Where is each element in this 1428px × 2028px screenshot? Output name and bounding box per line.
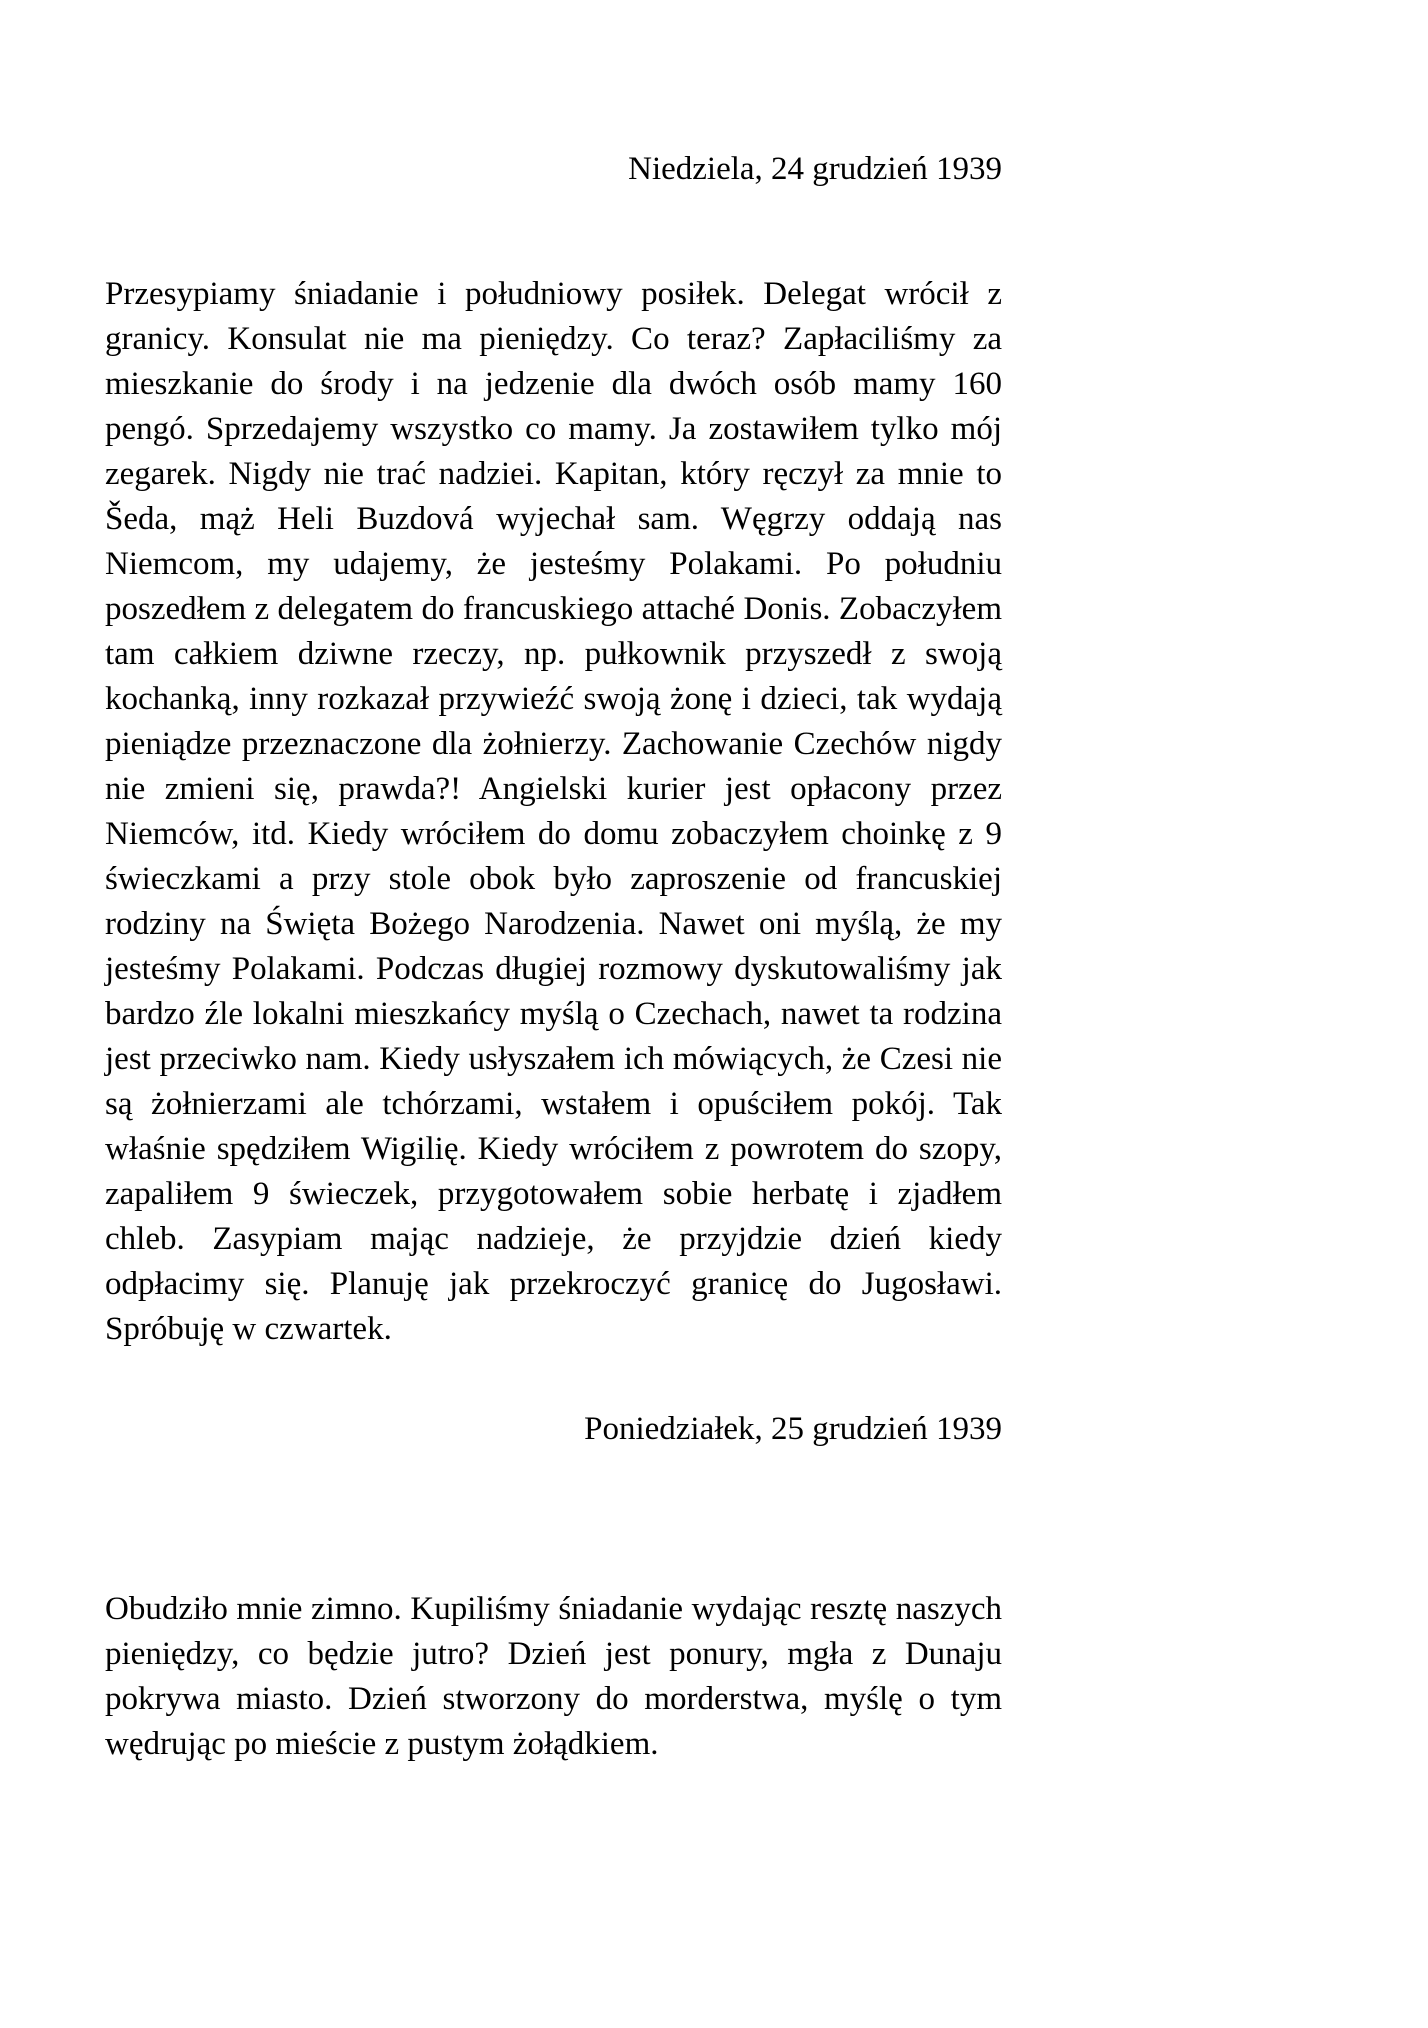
- diary-entry: [105, 1407, 1002, 1767]
- entry-body-text: Obudziło mnie zimno. Kupiliśmy śniadanie wydając resztę naszych pieniędzy, co będzie jutro? Dzień jest ponury, mgła z Dunaju pokrywa miasto. Dzień stworzony do morderstwa, myślę o tym wędrując po mieście z pustym żołądkiem.: [105, 1591, 1002, 1762]
- entry-body-text: Przesypiamy śniadanie i południowy posiłek. Delegat wrócił z granicy. Konsulat nie ma pieniędzy. Co teraz? Zapłaciliśmy za mieszkanie do środy i na jedzenie dla dwóch osób mamy 160 pengó. Sprzedajemy wszystko co mamy. Ja zostawiłem tylko mój zegarek. Nigdy nie trać nadziei. Kapitan, który ręczył za mnie to Šeda, mąż Heli Buzdová wyjechał sam. Węgrzy oddają nas Niemcom, my udajemy, że jesteśmy Polakami. Po południu poszedłem z delegatem do francuskiego attaché Donis. Zobaczyłem tam całkiem dziwne rzeczy, np. pułkownik przyszedł z swoją kochanką, inny rozkazał przywieźć swoją żonę i dzieci, tak wydają pieniądze przeznaczone dla żołnierzy. Zachowanie Czechów nigdy nie zmieni się, prawda?! Angielski kurier jest opłacony przez Niemców, itd. Kiedy wróciłem do domu zobaczyłem choinkę z 9 świeczkami a przy stole obok było zaproszenie od francuskiej rodziny na Święta Bożego Narodzenia. Nawet oni myślą, że my jesteśmy Polakami. Podczas długiej rozmowy dyskutowaliśmy jak bardzo źle lokalni mieszkańcy myślą o Czechach, nawet ta rodzina jest przeciwko nam. Kiedy usłyszałem ich mówiących, że Czesi nie są żołnierzami ale tchórzami, wstałem i opuściłem pokój. Tak właśnie spędziłem Wigilię. Kiedy wróciłem z powrotem do szopy, zapaliłem 9 świeczek, przygotowałem sobie herbatę i zjadłem chleb. Zasypiam mając nadzieje, że przyjdzie dzień kiedy odpłacimy się. Planuję jak przekroczyć granicę do Jugosławi. Spróbuję w czwartek.: [105, 276, 1002, 1347]
- entry-date-heading: Niedziela, 24 grudzień 1939: [628, 151, 1002, 187]
- text-column: [105, 147, 1002, 1767]
- diary-entry: [105, 147, 1002, 1352]
- entry-date-heading: Poniedziałek, 25 grudzień 1939: [584, 1411, 1002, 1447]
